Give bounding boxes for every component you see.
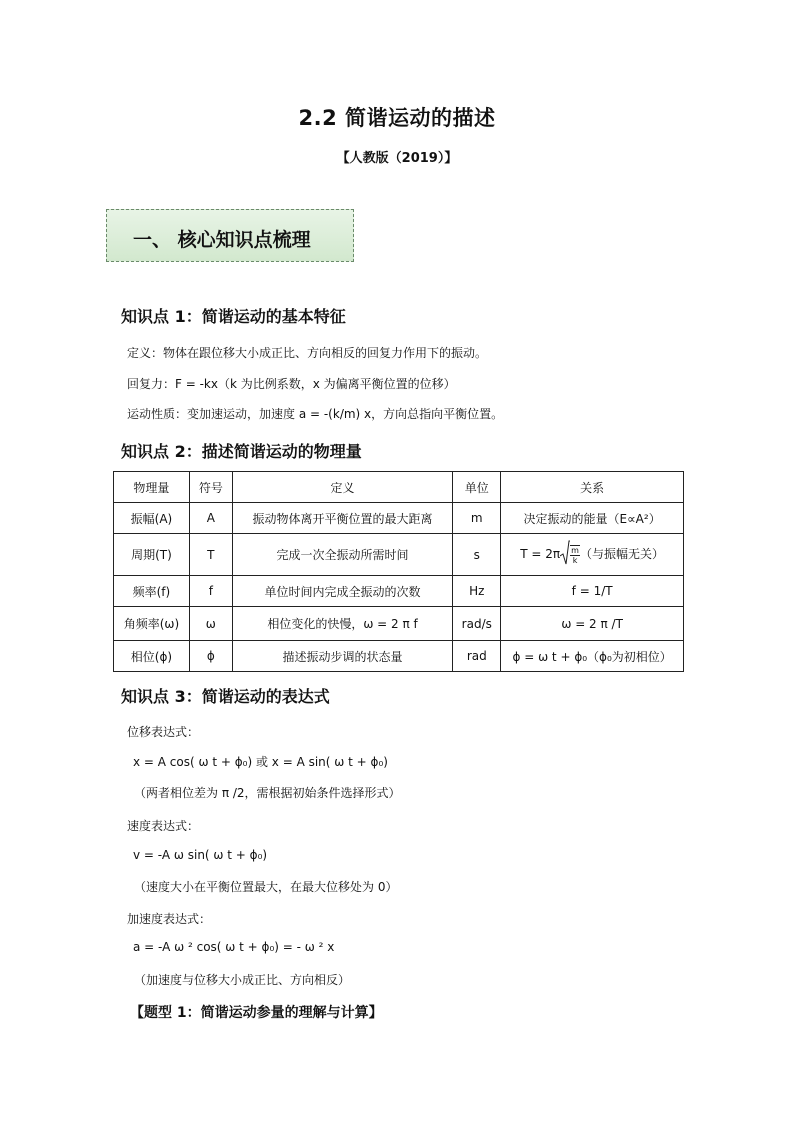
table-row <box>114 576 684 607</box>
displacement-formula: x = A cos( ω t + ϕ₀) 或 x = A sin( ω t + ϕ₀) <box>133 755 388 769</box>
velocity-formula: v = -A ω sin( ω t + ϕ₀) <box>133 848 268 862</box>
column-header: 物理量 <box>114 472 190 503</box>
table-row <box>114 607 684 641</box>
period-note: （与振幅无关） <box>579 547 664 561</box>
period-formula-cell <box>501 534 684 576</box>
edition-label: 【人教版（2019）】 <box>336 151 458 166</box>
column-header: 定义 <box>232 472 453 503</box>
table-cell: ω <box>189 607 232 641</box>
physical-quantities-table <box>113 471 684 672</box>
period-prefix: T = <box>520 547 546 561</box>
velocity-label: 速度表达式： <box>127 819 200 833</box>
table-cell: s <box>453 534 501 576</box>
fraction-numerator: m <box>571 545 579 555</box>
fraction-denominator: k <box>572 555 578 565</box>
table-cell: 角频率(ω) <box>114 607 190 641</box>
table-row <box>114 534 684 576</box>
table-cell: 周期(T) <box>114 534 190 576</box>
table-cell: m <box>453 503 501 534</box>
table-cell: rad <box>453 641 501 672</box>
table-cell: 决定振动的能量（E∝A²） <box>501 503 684 534</box>
acceleration-note: （加速度与位移大小成正比、方向相反） <box>134 973 351 987</box>
column-header: 单位 <box>453 472 501 503</box>
table-cell: 振动物体离开平衡位置的最大距离 <box>232 503 453 534</box>
table-cell: f <box>189 576 232 607</box>
table-cell: 频率(f) <box>114 576 190 607</box>
table-cell: T <box>189 534 232 576</box>
table-cell: 相位(ϕ) <box>114 641 190 672</box>
period-fraction <box>570 545 580 565</box>
square-root-icon <box>560 540 570 569</box>
kp1-line-motion-nature: 运动性质：变加速运动，加速度 a = -(k/m) x，方向总指向平衡位置。 <box>127 407 504 421</box>
table-cell: ϕ <box>189 641 232 672</box>
kp1-heading: 知识点 1：简谐运动的基本特征 <box>121 307 346 326</box>
kp1-line-definition: 定义：物体在跟位移大小成正比、方向相反的回复力作用下的振动。 <box>127 346 488 360</box>
acceleration-formula: a = -A ω ² cos( ω t + ϕ₀) = - ω ² x <box>133 940 335 954</box>
table-cell: 完成一次全振动所需时间 <box>232 534 453 576</box>
section-header-box <box>106 209 354 262</box>
column-header: 符号 <box>189 472 232 503</box>
question-type-heading: 【题型 1：简谐运动参量的理解与计算】 <box>130 1005 383 1021</box>
page-title: 2.2 简谐运动的描述 <box>298 106 496 130</box>
kp3-heading: 知识点 3：简谐运动的表达式 <box>121 687 330 706</box>
table-cell: 描述振动步调的状态量 <box>232 641 453 672</box>
velocity-note: （速度大小在平衡位置最大，在最大位移处为 0） <box>134 880 398 894</box>
table-cell: 相位变化的快慢，ω = 2 π f <box>232 607 453 641</box>
acceleration-label: 加速度表达式： <box>127 912 212 926</box>
table-cell: f = 1/T <box>501 576 684 607</box>
table-cell: ω = 2 π /T <box>501 607 684 641</box>
table-cell: rad/s <box>453 607 501 641</box>
table-row <box>114 503 684 534</box>
period-coef: 2π <box>545 547 561 561</box>
table-header-row <box>114 472 684 503</box>
table-cell: A <box>189 503 232 534</box>
table-cell: ϕ = ω t + ϕ₀（ϕ₀为初相位） <box>501 641 684 672</box>
displacement-label: 位移表达式： <box>127 725 200 739</box>
kp1-line-restoring-force: 回复力：F = -kx（k 为比例系数，x 为偏离平衡位置的位移） <box>127 377 456 391</box>
table-cell: Hz <box>453 576 501 607</box>
table-cell: 单位时间内完成全振动的次数 <box>232 576 453 607</box>
kp2-heading: 知识点 2：描述简谐运动的物理量 <box>121 442 362 461</box>
table-row <box>114 641 684 672</box>
displacement-note: （两者相位差为 π /2，需根据初始条件选择形式） <box>134 786 401 800</box>
column-header: 关系 <box>501 472 684 503</box>
section-title: 一、 核心知识点梳理 <box>133 229 311 251</box>
table-cell: 振幅(A) <box>114 503 190 534</box>
